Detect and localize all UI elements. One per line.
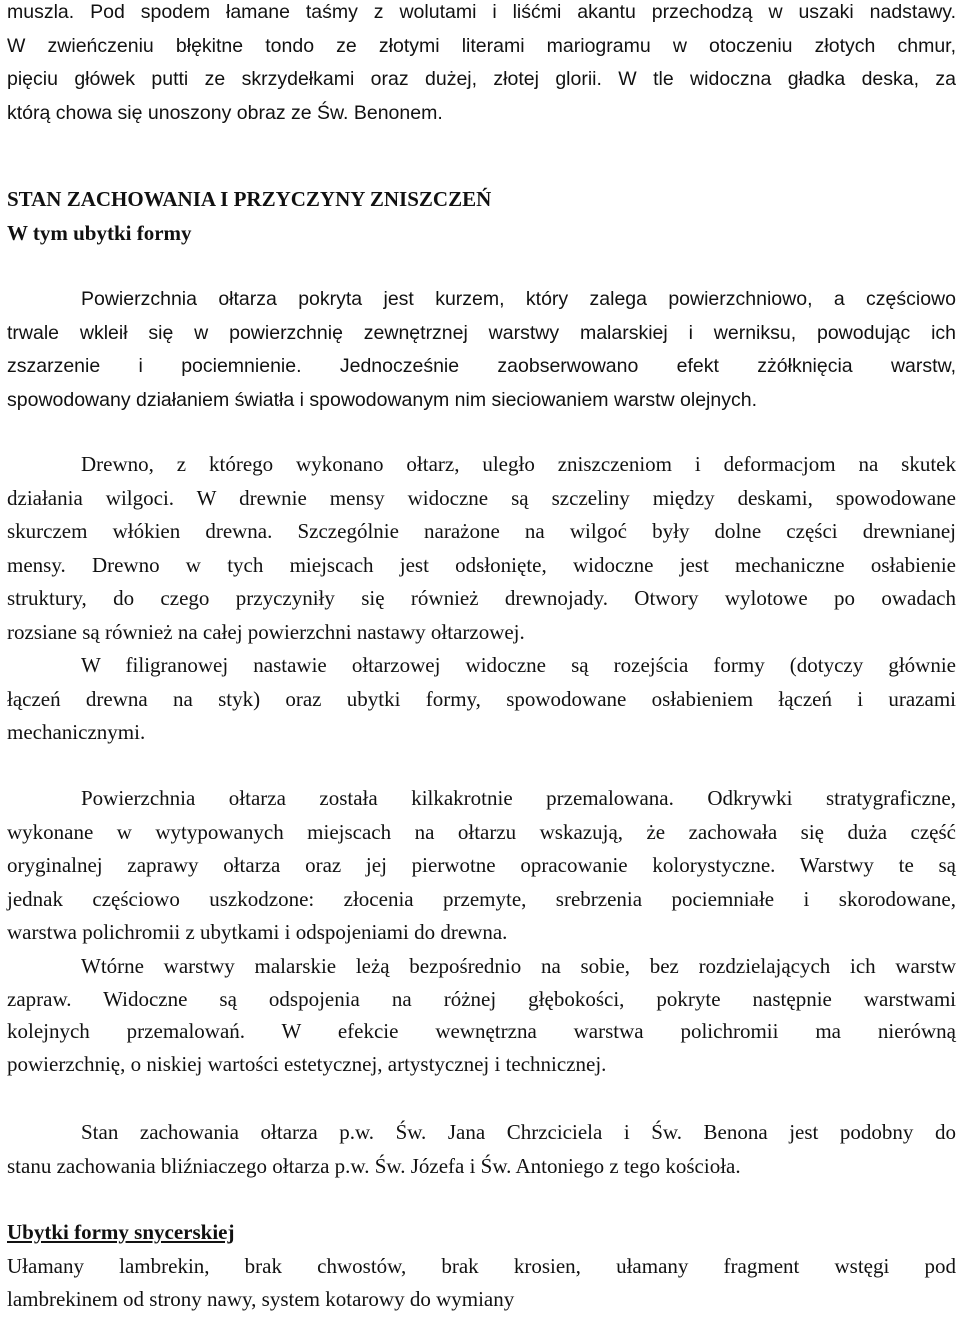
section-title: STAN ZACHOWANIA I PRZYCZYNY ZNISZCZEŃ — [7, 187, 492, 211]
text-line: Ułamany lambrekin, brak chwostów, brak krosien, ułamany fragment wstęgi pod — [7, 1253, 956, 1278]
wood-paragraph — [7, 448, 956, 649]
text-line: którą chowa się unoszony obraz ze Św. Benonem. — [7, 101, 443, 124]
text-line: trwale wkleił się w powierzchnię zewnętrznej warstwy malarskiej i werniksu, powodując ich — [7, 321, 956, 344]
text-line: spowodowany działaniem światła i spowodowanym nim sieciowaniem warstw olejnych. — [7, 388, 757, 411]
text-line: powierzchnię, o niskiej wartości estetycznej, artystycznej i technicznej. — [7, 1051, 607, 1076]
text-line: zszarzenie i pociemnienie. Jednocześnie zaobserwowano efekt zżółknięcia warstw, — [7, 355, 956, 377]
section-heading — [7, 183, 956, 250]
repaint-paragraph — [7, 782, 956, 950]
text-line: W filigranowej nastawie ołtarzowej widoczne są rozejścia formy (dotyczy głównie — [81, 653, 956, 677]
text-line: Powierzchnia ołtarza została kilkakrotnie przemalowana. Odkrywki stratygraficzne, — [81, 786, 956, 810]
secondary-layers-paragraph — [7, 950, 956, 1080]
section-subtitle: W tym ubytki formy — [7, 220, 192, 245]
text-line: stanu zachowania bliźniaczego ołtarza p.w. Św. Józefa i Św. Antoniego z tego kościoła. — [7, 1153, 741, 1178]
text-line: warstwa polichromii z ubytkami i odspojeniami do drewna. — [7, 920, 508, 944]
filigree-paragraph — [7, 649, 956, 750]
text-line: rozsiane są również na całej powierzchni nastawy ołtarzowej. — [7, 619, 525, 644]
text-line: łączeń drewna na styk) oraz ubytki formy, spowodowane osłabieniem łączeń i urazami — [7, 686, 956, 711]
text-line: struktury, do czego przyczyniły się również drewnojady. Otwory wylotowe po owadach — [7, 586, 956, 610]
text-line: kolejnych przemalowań. W efekcie wewnętrzna warstwa polichromii ma nierówną — [7, 1019, 956, 1043]
text-line: Wtórne warstwy malarskie leżą bezpośrednio na sobie, bez rozdzielających ich warstw — [81, 954, 956, 978]
text-line: jednak częściowo uszkodzone: złocenia przemyte, srebrzenia pociemniałe i skorodowane, — [7, 886, 956, 911]
carving-losses-section — [7, 1216, 956, 1317]
text-line: Stan zachowania ołtarza p.w. Św. Jana Chrzciciela i Św. Benona jest podobny do — [81, 1120, 956, 1144]
text-line: W zwieńczeniu błękitne tondo ze złotymi literami mariogramu w otoczeniu złotych chmur, — [7, 34, 956, 57]
text-line: muszla. Pod spodem łamane taśmy z wolutami i liśćmi akantu przechodzą w uszaki nadstawy. — [7, 1, 956, 23]
text-line: mensy. Drewno w tych miejscach jest odsłonięte, widoczne jest mechaniczne osłabienie — [7, 552, 956, 577]
text-line: działania wilgoci. W drewnie mensy widoczne są szczeliny między deskami, spowodowane — [7, 485, 956, 510]
text-line: Drewno, z którego wykonano ołtarz, uległo zniszczeniom i deformacjom na skutek — [81, 452, 956, 476]
surface-paragraph — [7, 283, 956, 417]
text-line: lambrekinem od strony nawy, system kotarowy do wymiany — [7, 1287, 515, 1311]
intro-paragraph — [7, 0, 956, 130]
text-line: Powierzchnia ołtarza pokryta jest kurzem, który zalega powierzchniowo, a częściowo — [81, 288, 956, 310]
text-line: oryginalnej zaprawy ołtarza oraz jej pierwotne opracowanie kolorystyczne. Warstwy te są — [7, 853, 956, 877]
state-paragraph — [7, 1116, 956, 1183]
text-line: zapraw. Widoczne są odspojenia na różnej głębokości, pokryte następnie warstwami — [7, 986, 956, 1011]
text-line: mechanicznymi. — [7, 720, 146, 744]
text-line: wykonane w wytypowanych miejscach na ołtarzu wskazują, że zachowała się duża część — [7, 819, 956, 844]
subsection-title: Ubytki formy snycerskiej — [7, 1220, 235, 1244]
text-line: pięciu główek putti ze skrzydełkami oraz dużej, złotej glorii. W tle widoczna gładka deska, za — [7, 68, 956, 90]
text-line: skurczem włókien drewna. Szczególnie narażone na wilgoć były dolne części drewnianej — [7, 519, 956, 543]
